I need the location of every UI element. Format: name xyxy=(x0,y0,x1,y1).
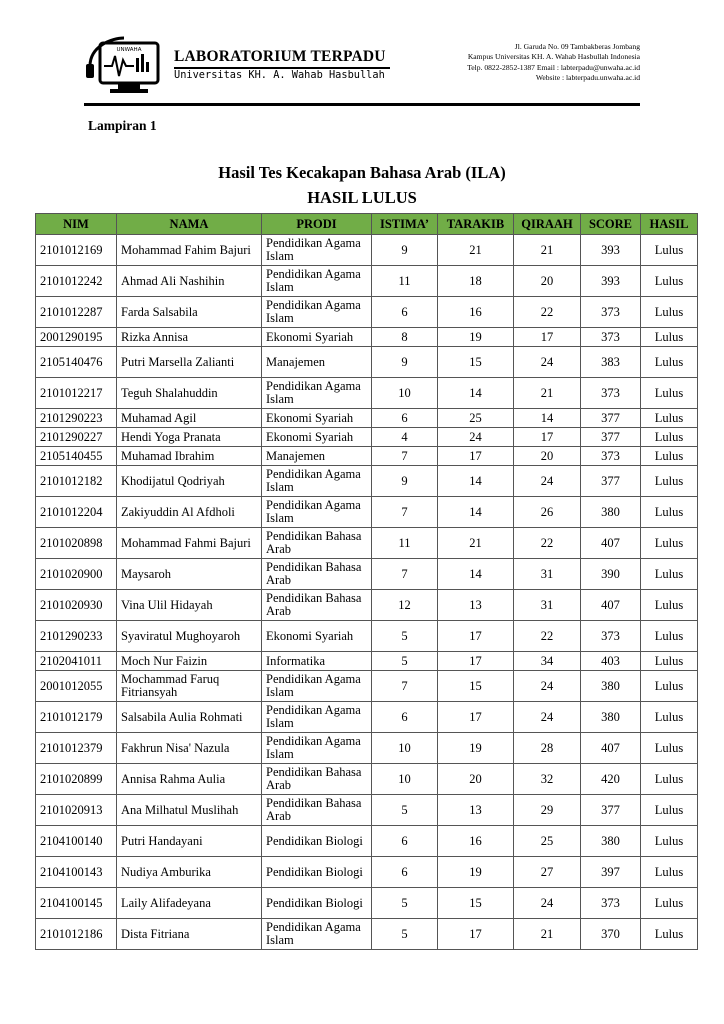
cell-qiraah: 34 xyxy=(514,652,581,671)
cell-istima: 9 xyxy=(372,347,438,378)
cell-nama: Laily Alifadeyana xyxy=(117,888,262,919)
cell-nama: Rizka Annisa xyxy=(117,328,262,347)
table-row xyxy=(36,671,698,702)
table-row xyxy=(36,652,698,671)
cell-istima: 7 xyxy=(372,447,438,466)
cell-qiraah: 29 xyxy=(514,795,581,826)
header-prodi: PRODI xyxy=(262,214,372,235)
cell-istima: 5 xyxy=(372,919,438,950)
cell-nim: 2101290223 xyxy=(36,409,117,428)
cell-hasil: Lulus xyxy=(641,590,698,621)
table-row xyxy=(36,528,698,559)
cell-qiraah: 25 xyxy=(514,826,581,857)
cell-prodi: Pendidikan Agama Islam xyxy=(262,235,372,266)
address-line-3: Telp. 0822-2852-1387 Email : labterpadu@unwaha.ac.id xyxy=(467,62,640,72)
cell-nim: 2101020899 xyxy=(36,764,117,795)
cell-prodi: Pendidikan Agama Islam xyxy=(262,919,372,950)
cell-hasil: Lulus xyxy=(641,447,698,466)
table-row xyxy=(36,378,698,409)
cell-nim: 2001290195 xyxy=(36,328,117,347)
table-row xyxy=(36,857,698,888)
cell-hasil: Lulus xyxy=(641,652,698,671)
cell-nim: 2101012204 xyxy=(36,497,117,528)
cell-prodi: Pendidikan Agama Islam xyxy=(262,266,372,297)
table-row xyxy=(36,702,698,733)
cell-tarakib: 25 xyxy=(438,409,514,428)
cell-hasil: Lulus xyxy=(641,409,698,428)
cell-nama: Fakhrun Nisa' Nazula xyxy=(117,733,262,764)
cell-nim: 2101012217 xyxy=(36,378,117,409)
cell-istima: 4 xyxy=(372,428,438,447)
cell-prodi: Pendidikan Bahasa Arab xyxy=(262,528,372,559)
cell-istima: 5 xyxy=(372,888,438,919)
table-row xyxy=(36,328,698,347)
cell-score: 373 xyxy=(581,328,641,347)
cell-qiraah: 21 xyxy=(514,919,581,950)
cell-qiraah: 24 xyxy=(514,347,581,378)
cell-hasil: Lulus xyxy=(641,733,698,764)
cell-istima: 6 xyxy=(372,297,438,328)
table-row xyxy=(36,733,698,764)
cell-hasil: Lulus xyxy=(641,702,698,733)
cell-score: 370 xyxy=(581,919,641,950)
cell-prodi: Ekonomi Syariah xyxy=(262,409,372,428)
cell-tarakib: 19 xyxy=(438,857,514,888)
cell-istima: 6 xyxy=(372,702,438,733)
cell-qiraah: 28 xyxy=(514,733,581,764)
cell-hasil: Lulus xyxy=(641,266,698,297)
header-hasil: HASIL xyxy=(641,214,698,235)
cell-score: 373 xyxy=(581,888,641,919)
table-row xyxy=(36,466,698,497)
cell-hasil: Lulus xyxy=(641,328,698,347)
cell-score: 407 xyxy=(581,528,641,559)
table-row xyxy=(36,428,698,447)
cell-tarakib: 17 xyxy=(438,621,514,652)
cell-istima: 10 xyxy=(372,764,438,795)
cell-score: 383 xyxy=(581,347,641,378)
cell-tarakib: 15 xyxy=(438,347,514,378)
cell-tarakib: 21 xyxy=(438,235,514,266)
cell-tarakib: 18 xyxy=(438,266,514,297)
cell-nim: 2101012179 xyxy=(36,702,117,733)
cell-score: 373 xyxy=(581,621,641,652)
cell-score: 393 xyxy=(581,266,641,297)
results-table xyxy=(35,213,698,950)
cell-qiraah: 31 xyxy=(514,559,581,590)
cell-score: 380 xyxy=(581,826,641,857)
table-body xyxy=(36,235,698,950)
cell-tarakib: 16 xyxy=(438,297,514,328)
cell-tarakib: 15 xyxy=(438,888,514,919)
cell-qiraah: 21 xyxy=(514,378,581,409)
cell-istima: 11 xyxy=(372,528,438,559)
cell-istima: 10 xyxy=(372,378,438,409)
cell-hasil: Lulus xyxy=(641,497,698,528)
cell-score: 380 xyxy=(581,671,641,702)
cell-qiraah: 24 xyxy=(514,466,581,497)
cell-nim: 2101020913 xyxy=(36,795,117,826)
cell-score: 380 xyxy=(581,497,641,528)
cell-nim: 2101012169 xyxy=(36,235,117,266)
table-row xyxy=(36,409,698,428)
cell-nim: 2101020900 xyxy=(36,559,117,590)
cell-score: 420 xyxy=(581,764,641,795)
cell-istima: 10 xyxy=(372,733,438,764)
contact-block xyxy=(467,42,640,83)
cell-nim: 2104100143 xyxy=(36,857,117,888)
cell-istima: 9 xyxy=(372,466,438,497)
cell-hasil: Lulus xyxy=(641,826,698,857)
cell-qiraah: 20 xyxy=(514,266,581,297)
cell-prodi: Pendidikan Agama Islam xyxy=(262,497,372,528)
cell-nama: Khodijatul Qodriyah xyxy=(117,466,262,497)
cell-tarakib: 13 xyxy=(438,590,514,621)
cell-nama: Teguh Shalahuddin xyxy=(117,378,262,409)
cell-nim: 2001012055 xyxy=(36,671,117,702)
cell-istima: 5 xyxy=(372,621,438,652)
cell-qiraah: 24 xyxy=(514,671,581,702)
cell-istima: 11 xyxy=(372,266,438,297)
cell-nama: Zakiyuddin Al Afdholi xyxy=(117,497,262,528)
cell-nama: Muhamad Ibrahim xyxy=(117,447,262,466)
cell-prodi: Manajemen xyxy=(262,347,372,378)
cell-qiraah: 24 xyxy=(514,702,581,733)
cell-nim: 2105140455 xyxy=(36,447,117,466)
cell-tarakib: 15 xyxy=(438,671,514,702)
cell-nim: 2101012242 xyxy=(36,266,117,297)
cell-nama: Nudiya Amburika xyxy=(117,857,262,888)
table-row xyxy=(36,347,698,378)
cell-nim: 2101290227 xyxy=(36,428,117,447)
cell-nama: Putri Handayani xyxy=(117,826,262,857)
cell-istima: 5 xyxy=(372,795,438,826)
cell-istima: 7 xyxy=(372,559,438,590)
cell-nama: Hendi Yoga Pranata xyxy=(117,428,262,447)
header-istima: ISTIMA’ xyxy=(372,214,438,235)
logo-text: UNWAHA xyxy=(116,47,142,53)
cell-qiraah: 22 xyxy=(514,297,581,328)
cell-nama: Vina Ulil Hidayah xyxy=(117,590,262,621)
cell-score: 407 xyxy=(581,733,641,764)
cell-score: 377 xyxy=(581,409,641,428)
cell-tarakib: 21 xyxy=(438,528,514,559)
cell-score: 380 xyxy=(581,702,641,733)
cell-hasil: Lulus xyxy=(641,378,698,409)
lab-subtitle: Universitas KH. A. Wahab Hasbullah xyxy=(174,69,385,81)
cell-nim: 2101290233 xyxy=(36,621,117,652)
cell-qiraah: 22 xyxy=(514,528,581,559)
cell-nama: Mochammad Faruq Fitriansyah xyxy=(117,671,262,702)
cell-hasil: Lulus xyxy=(641,235,698,266)
table-row xyxy=(36,826,698,857)
table-row xyxy=(36,590,698,621)
cell-prodi: Ekonomi Syariah xyxy=(262,328,372,347)
cell-tarakib: 14 xyxy=(438,466,514,497)
cell-istima: 7 xyxy=(372,497,438,528)
cell-prodi: Pendidikan Biologi xyxy=(262,888,372,919)
cell-istima: 9 xyxy=(372,235,438,266)
header-score: SCORE xyxy=(581,214,641,235)
cell-prodi: Pendidikan Agama Islam xyxy=(262,702,372,733)
cell-score: 373 xyxy=(581,378,641,409)
cell-score: 403 xyxy=(581,652,641,671)
header-tarakib: TARAKIB xyxy=(438,214,514,235)
cell-qiraah: 22 xyxy=(514,621,581,652)
cell-nim: 2104100145 xyxy=(36,888,117,919)
letterhead-rule xyxy=(84,103,640,106)
cell-score: 390 xyxy=(581,559,641,590)
cell-score: 373 xyxy=(581,297,641,328)
cell-tarakib: 17 xyxy=(438,919,514,950)
address-line-1: Jl. Garuda No. 09 Tambakberas Jombang xyxy=(514,42,640,51)
document-title: Hasil Tes Kecakapan Bahasa Arab (ILA) xyxy=(218,163,506,182)
table-header-row xyxy=(36,214,698,235)
cell-nama: Farda Salsabila xyxy=(117,297,262,328)
cell-hasil: Lulus xyxy=(641,559,698,590)
cell-qiraah: 17 xyxy=(514,428,581,447)
cell-hasil: Lulus xyxy=(641,428,698,447)
cell-prodi: Pendidikan Agama Islam xyxy=(262,297,372,328)
cell-score: 407 xyxy=(581,590,641,621)
cell-prodi: Pendidikan Bahasa Arab xyxy=(262,590,372,621)
address-line-4: Website : labterpadu.unwaha.ac.id xyxy=(535,72,640,82)
cell-qiraah: 26 xyxy=(514,497,581,528)
cell-hasil: Lulus xyxy=(641,297,698,328)
cell-qiraah: 31 xyxy=(514,590,581,621)
cell-nim: 2102041011 xyxy=(36,652,117,671)
cell-nama: Mohammad Fahmi Bajuri xyxy=(117,528,262,559)
cell-prodi: Pendidikan Agama Islam xyxy=(262,378,372,409)
cell-nama: Syaviratul Mughoyaroh xyxy=(117,621,262,652)
lab-logo-icon xyxy=(84,36,170,98)
cell-hasil: Lulus xyxy=(641,347,698,378)
table-row xyxy=(36,764,698,795)
cell-nim: 2101012287 xyxy=(36,297,117,328)
table-row xyxy=(36,888,698,919)
cell-prodi: Informatika xyxy=(262,652,372,671)
cell-score: 377 xyxy=(581,466,641,497)
cell-prodi: Ekonomi Syariah xyxy=(262,621,372,652)
cell-tarakib: 17 xyxy=(438,447,514,466)
cell-tarakib: 17 xyxy=(438,702,514,733)
cell-qiraah: 20 xyxy=(514,447,581,466)
cell-tarakib: 24 xyxy=(438,428,514,447)
cell-istima: 6 xyxy=(372,826,438,857)
cell-nama: Salsabila Aulia Rohmati xyxy=(117,702,262,733)
cell-istima: 12 xyxy=(372,590,438,621)
cell-score: 397 xyxy=(581,857,641,888)
cell-hasil: Lulus xyxy=(641,528,698,559)
cell-tarakib: 14 xyxy=(438,497,514,528)
cell-tarakib: 17 xyxy=(438,652,514,671)
cell-istima: 6 xyxy=(372,857,438,888)
cell-qiraah: 21 xyxy=(514,235,581,266)
cell-istima: 6 xyxy=(372,409,438,428)
cell-qiraah: 24 xyxy=(514,888,581,919)
cell-tarakib: 20 xyxy=(438,764,514,795)
cell-hasil: Lulus xyxy=(641,671,698,702)
cell-hasil: Lulus xyxy=(641,888,698,919)
attachment-label: Lampiran 1 xyxy=(88,118,157,133)
cell-prodi: Pendidikan Biologi xyxy=(262,826,372,857)
cell-nim: 2104100140 xyxy=(36,826,117,857)
table-row xyxy=(36,297,698,328)
cell-tarakib: 16 xyxy=(438,826,514,857)
cell-hasil: Lulus xyxy=(641,621,698,652)
cell-qiraah: 14 xyxy=(514,409,581,428)
cell-tarakib: 14 xyxy=(438,559,514,590)
cell-nim: 2101012379 xyxy=(36,733,117,764)
table-row xyxy=(36,235,698,266)
cell-hasil: Lulus xyxy=(641,857,698,888)
cell-prodi: Pendidikan Agama Islam xyxy=(262,733,372,764)
cell-prodi: Pendidikan Agama Islam xyxy=(262,466,372,497)
cell-tarakib: 19 xyxy=(438,733,514,764)
cell-hasil: Lulus xyxy=(641,795,698,826)
cell-istima: 7 xyxy=(372,671,438,702)
cell-nim: 2105140476 xyxy=(36,347,117,378)
cell-score: 377 xyxy=(581,795,641,826)
lab-title: LABORATORIUM TERPADU xyxy=(174,48,386,65)
cell-nama: Annisa Rahma Aulia xyxy=(117,764,262,795)
header-nim: NIM xyxy=(36,214,117,235)
cell-prodi: Manajemen xyxy=(262,447,372,466)
cell-score: 377 xyxy=(581,428,641,447)
header-nama: NAMA xyxy=(117,214,262,235)
cell-nama: Ana Milhatul Muslihah xyxy=(117,795,262,826)
cell-nama: Muhamad Agil xyxy=(117,409,262,428)
table-row xyxy=(36,447,698,466)
cell-nim: 2101012186 xyxy=(36,919,117,950)
table-row xyxy=(36,919,698,950)
cell-qiraah: 27 xyxy=(514,857,581,888)
cell-prodi: Pendidikan Biologi xyxy=(262,857,372,888)
cell-prodi: Pendidikan Bahasa Arab xyxy=(262,559,372,590)
document-subtitle: HASIL LULUS xyxy=(307,188,417,207)
cell-qiraah: 17 xyxy=(514,328,581,347)
cell-qiraah: 32 xyxy=(514,764,581,795)
cell-nama: Maysaroh xyxy=(117,559,262,590)
cell-score: 373 xyxy=(581,447,641,466)
cell-istima: 5 xyxy=(372,652,438,671)
table-row xyxy=(36,795,698,826)
cell-nama: Moch Nur Faizin xyxy=(117,652,262,671)
table-row xyxy=(36,497,698,528)
cell-nim: 2101020898 xyxy=(36,528,117,559)
cell-prodi: Pendidikan Agama Islam xyxy=(262,671,372,702)
address-line-2: Kampus Universitas KH. A. Wahab Hasbullah Indonesia xyxy=(467,52,640,62)
cell-tarakib: 13 xyxy=(438,795,514,826)
cell-nama: Dista Fitriana xyxy=(117,919,262,950)
cell-prodi: Pendidikan Bahasa Arab xyxy=(262,795,372,826)
cell-prodi: Pendidikan Bahasa Arab xyxy=(262,764,372,795)
header-qiraah: QIRAAH xyxy=(514,214,581,235)
cell-nama: Mohammad Fahim Bajuri xyxy=(117,235,262,266)
cell-tarakib: 19 xyxy=(438,328,514,347)
cell-prodi: Ekonomi Syariah xyxy=(262,428,372,447)
cell-nama: Ahmad Ali Nashihin xyxy=(117,266,262,297)
letterhead xyxy=(84,36,640,100)
cell-hasil: Lulus xyxy=(641,764,698,795)
cell-hasil: Lulus xyxy=(641,466,698,497)
table-row xyxy=(36,559,698,590)
table-row xyxy=(36,621,698,652)
cell-istima: 8 xyxy=(372,328,438,347)
cell-nim: 2101020930 xyxy=(36,590,117,621)
cell-tarakib: 14 xyxy=(438,378,514,409)
cell-hasil: Lulus xyxy=(641,919,698,950)
cell-score: 393 xyxy=(581,235,641,266)
cell-nim: 2101012182 xyxy=(36,466,117,497)
cell-nama: Putri Marsella Zalianti xyxy=(117,347,262,378)
table-row xyxy=(36,266,698,297)
